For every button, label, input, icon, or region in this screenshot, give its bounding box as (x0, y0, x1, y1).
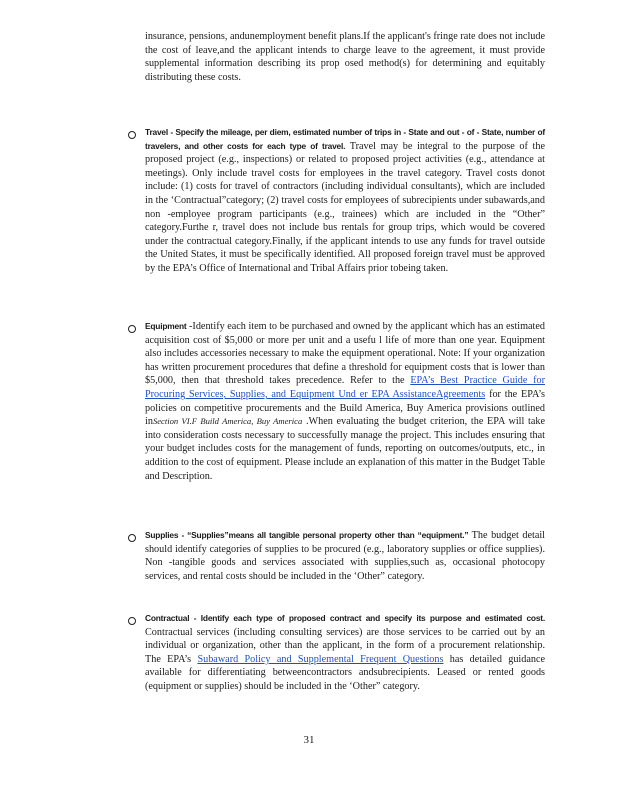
subaward-policy-link[interactable]: Subaward Policy and Supplemental Frequent Questions (197, 653, 444, 665)
supplies-lead: Supplies - “Supplies”means all tangible personal property other than “equipment.” (145, 530, 469, 540)
bullet-circle-icon (128, 131, 136, 139)
equipment-item (145, 320, 545, 483)
page-number: 31 (303, 734, 315, 746)
travel-lead: Travel - Specify the mileage, per diem, estimated number of trips in - State and out - of - State, number of travelers, and other costs for each type of travel. (145, 127, 545, 151)
equipment-text-3: .When evaluating the budget criterion, the EPA will take into consideration costs necessary to successfully manage the project. This includes ensuring that your budget includes costs for the management of funds, reporting on outcomes/outputs, etc., in addition to the cost of equipment. Please include an explanation of this matter in the Budget Table and Description. (145, 416, 545, 482)
equipment-lead: Equipment (145, 321, 187, 331)
equipment-text-2: for the EPA’s policies on competitive procurements and the Build America, Buy America provisions outlined in (145, 388, 545, 428)
supplies-text: The budget detail should identify categories of supplies to be procured (e.g., laboratory supplies or office supplies). Non -tangible goods and services associated with supplies,such as, occasional photocopy services, and rental costs should be included in the ‘Other” category. (145, 530, 545, 582)
contractual-text-1: Contractual services (including consulting services) are those services to be carried out by an individual or organization, other than the applicant, in the form of a procurement relationship. The EPA’s (145, 626, 545, 665)
travel-text: Travel may be integral to the purpose of the proposed project (e.g., inspections) or related to proposed project activities (e.g., attendance at meetings). Only include travel costs for employees in the travel category. Travel costs donot include: (1) costs for travel of contractors (including individual consultants), which are included in the ‘Contractual”category; (2) travel costs for employees of subrecipients under subawards,and non -employee program participants (e.g., trainees) which are included in the “Other” category.Furthe r, travel does not include bus rentals for group trips, which would be covered under the contractual category.Finally, if the applicant intends to use any funds for travel outside the United States, it must be specifically identified. All proposed foreign travel must be approved by the EPA’s Office of International and Tribal Affairs prior tobeing taken. (145, 140, 545, 274)
travel-item (145, 126, 545, 276)
bullet-circle-icon (128, 325, 136, 333)
contractual-text-2: has detailed guidance available for differentiating betweencontractors andsubrecipients. Leased or rented goods (equipment or supplies) should be included in the ‘Other” category. (145, 653, 545, 692)
contractual-item (145, 612, 545, 694)
bullet-circle-icon (128, 534, 136, 542)
baba-section-reference: Section VI.F Build America, Buy America (152, 416, 303, 427)
supplies-item (145, 529, 545, 583)
intro-paragraph: insurance, pensions, andunemployment benefit plans.If the applicant's fringe rate does not include the cost of leave,and the applicant intends to charge leave to the agreement, it must provide supplemental information describing its prop osed method(s) for determining and equitably distributing these costs. (145, 31, 545, 83)
contractual-lead: Contractual - Identify each type of proposed contract and specify its purpose and estimated cost. (145, 613, 545, 623)
procurement-guide-link[interactable]: EPA’s Best Practice Guide for Procuring Services, Supplies, and Equipment Und er EPA AssistanceAgreements (145, 375, 545, 400)
bullet-circle-icon (128, 617, 136, 625)
equipment-text-1: -Identify each item to be purchased and owned by the applicant which has an estimated acquisition cost of $5,000 or more per unit and a usefu l life of more than one year. Equipment also includes accessories necessary to make the equipment operational. Note: If your organization has written procurement procedures that define a threshold for equipment costs that is lower than $5,000, then that threshold takes precedence. Refer to the (145, 321, 545, 387)
